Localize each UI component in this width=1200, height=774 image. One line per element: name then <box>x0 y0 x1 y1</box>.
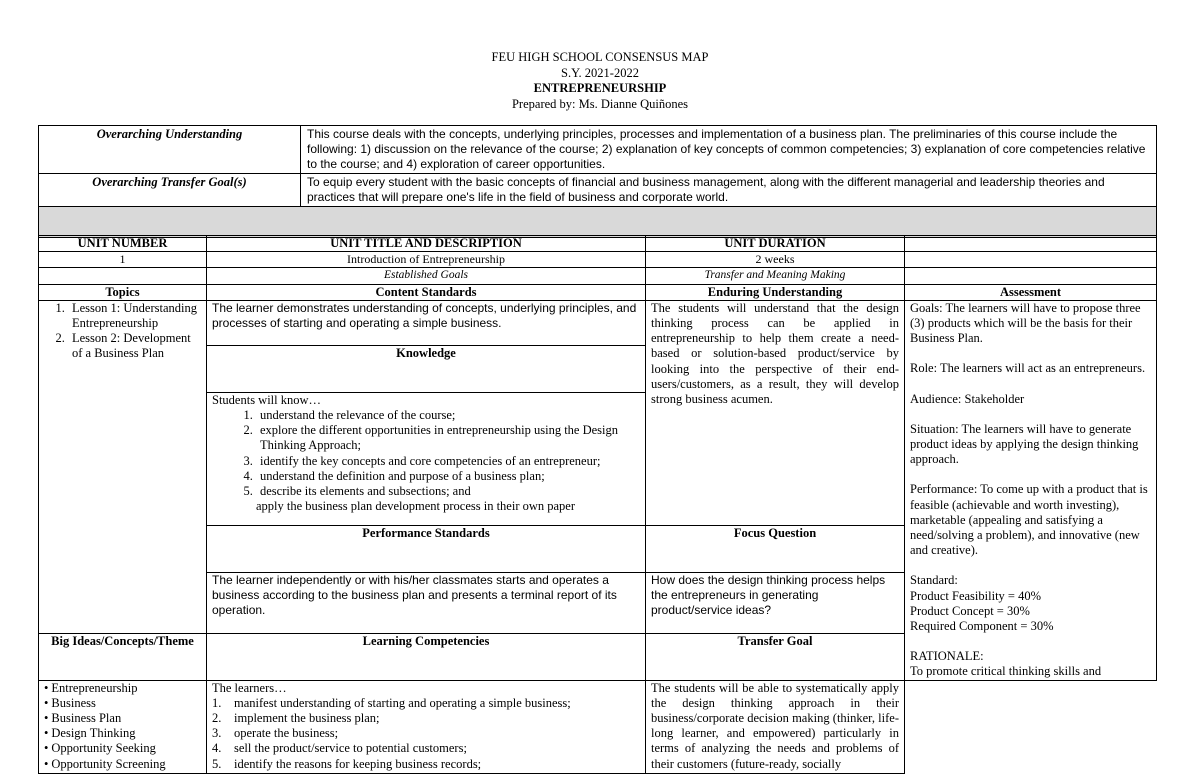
learning-competencies-cell <box>207 680 646 773</box>
list-item: • Opportunity Screening <box>44 757 201 772</box>
list-item: 1. Lesson 1: Understanding Entrepreneurship <box>68 301 201 331</box>
knowledge-extra: apply the business plan development process in their own paper <box>256 499 576 514</box>
overarching-understanding-row <box>39 126 1157 174</box>
performance-standards-header: Performance Standards <box>207 525 646 572</box>
goals-row <box>39 268 1157 284</box>
unit-duration-header: UNIT DURATION <box>646 236 905 252</box>
list-item: • Business Plan <box>44 711 201 726</box>
overarching-transfer-text: To equip every student with the basic concepts of financial and business management, along with the different managerial and leadership theories and practices that will prepare one's life in the field of business and corporate world. <box>301 174 1157 207</box>
assessment-performance: Performance: To come up with a product that is feasible (achievable and worth investing), marketable (appealing and satisfying a need/solving a problem), and innovative (new and creative). <box>910 482 1148 558</box>
focus-question-text: How does the design thinking process helps the entrepreneurs in generating product/service ideas? <box>646 572 905 633</box>
transfer-goal-text: The students will be able to systematically apply the design thinking approach in their business/corporate decision making (thinker, life-long learner, and empowered) particularly in terms of analyzing the needs and problems of their customers (future-ready, socially <box>646 680 905 773</box>
overarching-understanding-label: Overarching Understanding <box>39 126 301 174</box>
overarching-transfer-row <box>39 174 1157 207</box>
column-header-row <box>39 284 1157 300</box>
unit-title: Introduction of Entrepreneurship <box>207 252 646 268</box>
big-ideas-row <box>39 680 1157 773</box>
unit-header-row <box>39 236 1157 252</box>
learning-competencies-list <box>212 696 640 772</box>
empty-cell <box>905 268 1157 284</box>
list-item: 1. understand the relevance of the course; <box>256 408 640 423</box>
list-item: • Entrepreneurship <box>44 681 201 696</box>
list-item: 2. Lesson 2: Development of a Business Plan <box>68 331 201 361</box>
assessment-cell <box>905 300 1157 680</box>
performance-standard-text: The learner independently or with his/her classmates starts and operates a business according to the business plan and presents a terminal report of its operation. <box>207 572 646 633</box>
topics-cell <box>39 300 207 633</box>
knowledge-intro: Students will know… <box>212 392 322 407</box>
document-header <box>0 50 1200 112</box>
empty-cell <box>905 236 1157 252</box>
knowledge-list <box>212 408 640 499</box>
assessment-rationale-label: RATIONALE: <box>910 649 984 664</box>
assessment-audience: Audience: Stakeholder <box>910 391 1025 406</box>
list-item: • Business <box>44 696 201 711</box>
unit-number: 1 <box>39 252 207 268</box>
list-item: 4. understand the definition and purpose of a business plan; <box>256 469 640 484</box>
list-item: • Design Thinking <box>44 726 201 741</box>
established-goals-label: Established Goals <box>207 268 646 284</box>
focus-question-header: Focus Question <box>646 525 905 572</box>
list-item: 5. identify the reasons for keeping business records; <box>212 756 482 771</box>
list-item: • Opportunity Seeking <box>44 741 201 756</box>
list-item: 3. identify the key concepts and core competencies of an entrepreneur; <box>256 454 640 469</box>
topics-list <box>44 301 201 362</box>
unit-number-header: UNIT NUMBER <box>39 236 207 252</box>
overarching-understanding-text: This course deals with the concepts, underlying principles, processes and implementation of a business plan. The preliminaries of this course include the following: 1) discussion on the relevance of the course; 2) explanation of key concepts of common competencies; 3) explanation of core competencies relative to the course; and 4) exploration of career opportunities. <box>301 126 1157 174</box>
big-ideas-cell <box>39 680 207 773</box>
list-item: 2. explore the different opportunities in entrepreneurship using the Design Thinking Approach; <box>256 423 640 453</box>
list-item: 1. manifest understanding of starting and operating a simple business; <box>212 695 571 710</box>
assessment-goals: Goals: The learners will have to propose three (3) products which will be the basis for their Business Plan. <box>910 300 1141 346</box>
assessment-standard-item: Product Concept = 30% <box>910 603 1030 618</box>
unit-title-header: UNIT TITLE AND DESCRIPTION <box>207 236 646 252</box>
school-year: S.Y. 2021-2022 <box>561 65 639 80</box>
list-item: 2. implement the business plan; <box>212 711 380 726</box>
gray-separator <box>39 207 1157 238</box>
list-item: 3. operate the business; <box>212 726 339 741</box>
learning-competencies-header: Learning Competencies <box>207 633 646 680</box>
assessment-standard-item: Product Feasibility = 40% <box>910 588 1041 603</box>
unit-duration: 2 weeks <box>646 252 905 268</box>
prepared-by: Prepared by: Ms. Dianne Quiñones <box>511 96 688 111</box>
enduring-understanding-text: The students will understand that the design thinking process can be applied in entrepreneurship to help them create a need-based or solution-based product/service by looking into the perspective of their end-users/customers, as a result, they will develop strong business acumen. <box>646 300 905 525</box>
gray-separator-row <box>39 207 1157 238</box>
unit-table <box>38 235 1157 774</box>
enduring-understanding-header: Enduring Understanding <box>646 284 905 300</box>
subject-title: ENTREPRENEURSHIP <box>533 81 667 95</box>
empty-cell <box>39 268 207 284</box>
learning-competencies-intro: The learners… <box>212 680 287 695</box>
knowledge-cell <box>207 392 646 525</box>
assessment-role: Role: The learners will act as an entrepreneurs. <box>910 361 1146 376</box>
unit-values-row <box>39 252 1157 268</box>
list-item: 4. sell the product/service to potential customers; <box>212 741 467 756</box>
assessment-situation: Situation: The learners will have to generate product ideas by applying the design thinking approach. <box>910 421 1139 467</box>
content-row <box>39 300 1157 345</box>
assessment-header: Assessment <box>905 284 1157 300</box>
transfer-goal-header: Transfer Goal <box>646 633 905 680</box>
topics-header: Topics <box>39 284 207 300</box>
assessment-standard-item: Required Component = 30% <box>910 619 1054 634</box>
content-standard-text: The learner demonstrates understanding of concepts, underlying principles, and processes of starting and operating a simple business. <box>207 300 646 345</box>
assessment-standard-label: Standard: <box>910 573 958 588</box>
assessment-rationale-text: To promote critical thinking skills and <box>910 664 1102 679</box>
content-standards-header: Content Standards <box>207 284 646 300</box>
big-ideas-list <box>44 681 201 772</box>
big-ideas-header: Big Ideas/Concepts/Theme <box>39 633 207 680</box>
list-item: 5. describe its elements and subsections; and <box>256 484 640 499</box>
overarching-table <box>38 125 1157 238</box>
transfer-meaning-label: Transfer and Meaning Making <box>646 268 905 284</box>
knowledge-header: Knowledge <box>207 345 646 392</box>
overarching-transfer-label: Overarching Transfer Goal(s) <box>39 174 301 207</box>
school-title: FEU HIGH SCHOOL CONSENSUS MAP <box>491 50 709 64</box>
empty-cell <box>905 252 1157 268</box>
